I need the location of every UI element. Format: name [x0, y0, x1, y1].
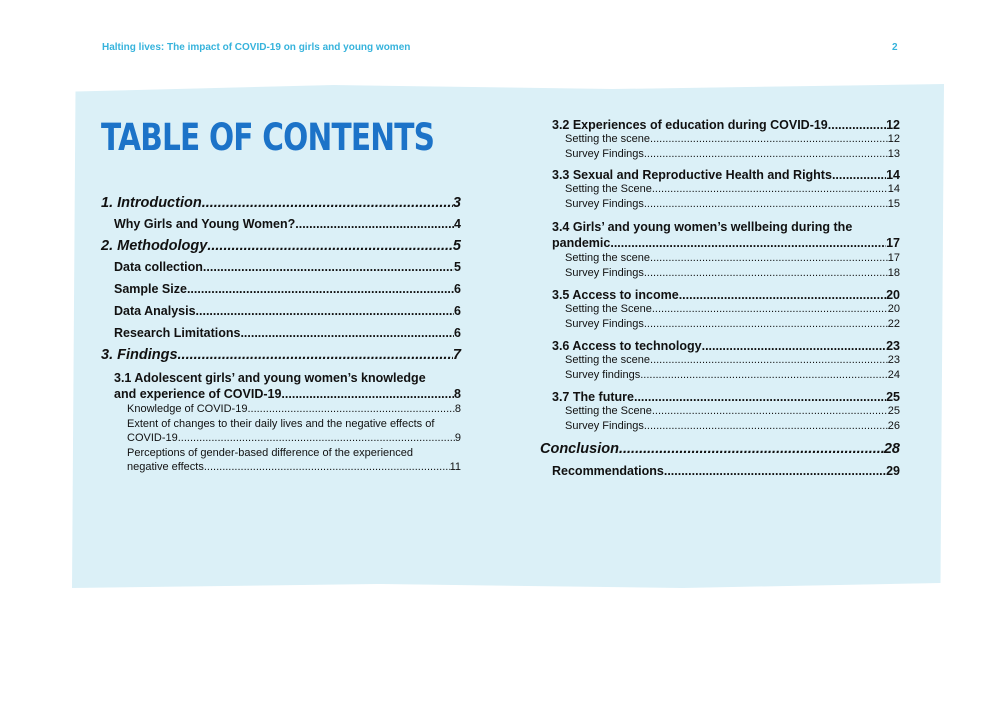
- toc-page: 20: [886, 288, 900, 302]
- toc-page: 12: [887, 133, 900, 145]
- toc-page: 6: [454, 282, 461, 296]
- toc-entry-3-4-setting-scene[interactable]: [540, 251, 900, 266]
- toc-entry-conclusion[interactable]: [540, 441, 900, 457]
- toc-label: Setting the scene: [565, 354, 651, 366]
- toc-entry-research-limitations[interactable]: [101, 326, 461, 340]
- toc-label: Research Limitations: [114, 326, 241, 340]
- toc-page: 24: [887, 368, 900, 381]
- toc-entry-section-3-6[interactable]: [540, 339, 900, 353]
- toc-page: 18: [887, 266, 900, 279]
- toc-label: Survey Findings: [565, 317, 644, 330]
- toc-label: 1. Introduction: [101, 195, 202, 211]
- toc-label: 3.7 The future: [552, 390, 634, 404]
- page-title: TABLE OF CONTENTS: [101, 116, 435, 159]
- toc-entry-recommendations[interactable]: [540, 464, 900, 478]
- toc-page: 23: [886, 339, 900, 353]
- toc-entry-3-6-setting-scene[interactable]: [540, 353, 900, 368]
- toc-label: Sample Size: [114, 282, 187, 296]
- toc-page: 6: [454, 326, 461, 340]
- toc-page: 29: [886, 464, 900, 478]
- toc-entry-perceptions[interactable]: [101, 446, 461, 475]
- toc-entry-introduction[interactable]: [101, 195, 461, 211]
- toc-page: 8: [454, 387, 461, 401]
- toc-entry-findings[interactable]: [101, 347, 461, 363]
- toc-page: 7: [452, 347, 461, 363]
- toc-label: Recommendations: [552, 464, 664, 478]
- toc-page: 22: [887, 317, 900, 330]
- toc-label: 3.6 Access to technology: [552, 339, 702, 353]
- toc-page: 20: [887, 303, 900, 315]
- toc-entry-3-3-setting-scene[interactable]: [540, 182, 900, 197]
- toc-entry-data-analysis[interactable]: [101, 304, 461, 318]
- toc-label: 3.5 Access to income: [552, 288, 679, 302]
- toc-label-line: negative effects: [127, 461, 204, 473]
- toc-page: 17: [887, 252, 900, 264]
- toc-label: Setting the Scene: [565, 405, 652, 417]
- toc-label-line: Perceptions of gender-based difference of the experienced: [127, 446, 413, 459]
- toc-entry-sample-size[interactable]: [101, 282, 461, 296]
- toc-label: Conclusion: [540, 441, 619, 457]
- toc-label: Survey Findings: [565, 419, 644, 432]
- toc-page: 14: [886, 168, 900, 182]
- toc-page: 8: [454, 403, 461, 415]
- toc-left-column: [101, 195, 461, 475]
- toc-label: Survey findings: [565, 368, 641, 381]
- toc-right-column: [540, 118, 900, 478]
- toc-entry-why-girls[interactable]: [101, 217, 461, 231]
- toc-entry-section-3-3[interactable]: [540, 168, 900, 182]
- toc-label: Knowledge of COVID-19: [127, 403, 248, 415]
- toc-entry-3-7-survey-findings[interactable]: [540, 419, 900, 434]
- toc-page: 17: [886, 236, 900, 250]
- toc-label: Setting the Scene: [565, 183, 652, 195]
- toc-entry-section-3-7[interactable]: [540, 390, 900, 404]
- toc-page: 25: [886, 390, 900, 404]
- toc-label: Survey Findings: [565, 197, 644, 210]
- toc-entry-3-4-survey-findings[interactable]: [540, 266, 900, 281]
- toc-label-line: Extent of changes to their daily lives and the negative effects of: [127, 417, 435, 430]
- toc-label: Survey Findings: [565, 147, 644, 160]
- toc-page: 9: [454, 432, 461, 444]
- toc-page: 3: [452, 195, 461, 211]
- toc-page: 13: [887, 147, 900, 160]
- toc-page: 15: [887, 197, 900, 210]
- toc-page: 11: [449, 461, 461, 473]
- toc-page: 23: [887, 354, 900, 366]
- toc-page: 5: [452, 238, 461, 254]
- toc-page: 25: [887, 405, 900, 417]
- toc-entry-data-collection[interactable]: [101, 260, 461, 274]
- toc-page: 5: [454, 260, 461, 274]
- toc-entry-3-5-survey-findings[interactable]: [540, 317, 900, 332]
- toc-page: 28: [883, 441, 900, 457]
- toc-label: Survey Findings: [565, 266, 644, 279]
- toc-label: 2. Methodology: [101, 238, 208, 254]
- toc-label: Data Analysis: [114, 304, 196, 318]
- toc-label-line: pandemic.: [552, 236, 614, 250]
- toc-entry-3-3-survey-findings[interactable]: [540, 197, 900, 212]
- toc-label-line: 3.1 Adolescent girls’ and young women’s knowledge: [114, 371, 426, 385]
- toc-label: Why Girls and Young Women?: [114, 217, 296, 231]
- toc-entry-extent-of-changes[interactable]: [101, 417, 461, 446]
- toc-entry-3-2-survey-findings[interactable]: [540, 147, 900, 162]
- running-header: Halting lives: The impact of COVID-19 on girls and young women: [102, 42, 411, 53]
- toc-label: 3.2 Experiences of education during COVID-19: [552, 118, 828, 132]
- toc-label: Setting the scene: [565, 133, 651, 145]
- toc-entry-section-3-2[interactable]: [540, 118, 900, 132]
- toc-label: 3.3 Sexual and Reproductive Health and Rights: [552, 168, 832, 182]
- toc-label: Data collection: [114, 260, 203, 274]
- toc-entry-knowledge[interactable]: [101, 402, 461, 417]
- toc-entry-3-2-setting-scene[interactable]: [540, 132, 900, 147]
- toc-entry-methodology[interactable]: [101, 238, 461, 254]
- toc-entry-section-3-4[interactable]: [540, 219, 900, 251]
- toc-page: 26: [887, 419, 900, 432]
- toc-entry-3-6-survey-findings[interactable]: [540, 368, 900, 383]
- toc-label: Setting the scene: [565, 252, 651, 264]
- toc-label-line: 3.4 Girls’ and young women’s wellbeing during the: [552, 220, 853, 234]
- toc-label: 3. Findings: [101, 347, 178, 363]
- toc-page: 4: [454, 217, 461, 231]
- toc-label-line: and experience of COVID-19: [114, 387, 282, 401]
- toc-page: 6: [454, 304, 461, 318]
- toc-label-line: COVID-19: [127, 432, 178, 444]
- toc-entry-section-3-1[interactable]: [101, 370, 461, 402]
- toc-entry-3-7-setting-scene[interactable]: [540, 404, 900, 419]
- toc-entry-section-3-5[interactable]: [540, 288, 900, 302]
- toc-page: 12: [886, 118, 900, 132]
- toc-label: Setting the Scene: [565, 303, 652, 315]
- toc-entry-3-5-setting-scene[interactable]: [540, 302, 900, 317]
- page-number: 2: [892, 42, 898, 53]
- toc-page: 14: [887, 183, 900, 195]
